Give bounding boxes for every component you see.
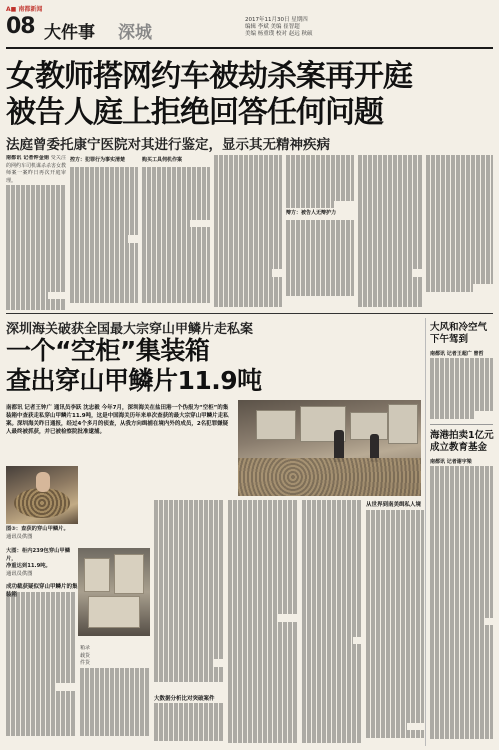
lead-headline-line1: 女教师搭网约车被劫杀案再开庭 bbox=[6, 59, 412, 94]
small-caption-credit: 通讯员供图 bbox=[6, 533, 33, 540]
header-dateline bbox=[245, 17, 325, 38]
sidebar-story-divider bbox=[430, 424, 493, 425]
sidebar-column-2 bbox=[430, 466, 493, 744]
second-subhead-3: 大数据分析比对突破案件 bbox=[154, 696, 215, 702]
second-column-6 bbox=[366, 510, 424, 745]
small-photo bbox=[6, 466, 78, 524]
bottom-photo bbox=[78, 548, 150, 636]
main-caption-label: 大图：柜内239包穿山甲鳞片， bbox=[6, 548, 71, 562]
lead-subhead-tools: 购买工具伺机作案 bbox=[142, 157, 183, 163]
designer-line: 美编 杨重璞 校对 赵远 秋硕 bbox=[245, 31, 313, 37]
sidebar-headline-2-line1: 海港拍卖1亿元 bbox=[430, 430, 494, 441]
second-column-3b bbox=[154, 703, 224, 745]
col2-fragment-1: 箱录 bbox=[80, 645, 91, 651]
lead-subhead-rights: 辩方：被告人无辩护力 bbox=[286, 210, 337, 217]
sidebar-byline-2: 南都讯 记者谢宇梁 bbox=[430, 459, 472, 465]
main-photo-caption bbox=[6, 548, 76, 578]
second-subhead-4: 从世界到南美缉私人境 bbox=[366, 502, 422, 508]
date-line: 2017年11月30日 星期四 bbox=[245, 17, 308, 23]
second-column-2 bbox=[80, 645, 150, 745]
sidebar-divider bbox=[425, 318, 426, 746]
lead-column-3 bbox=[142, 155, 210, 310]
col2-fragment-2: 载货 bbox=[80, 652, 91, 659]
sidebar-headline-2-line2: 成立教育基金 bbox=[430, 442, 488, 453]
lead-column-4 bbox=[214, 155, 282, 310]
second-column-5 bbox=[302, 500, 362, 745]
second-story-lede bbox=[6, 404, 232, 436]
second-column-1 bbox=[6, 592, 76, 742]
story-divider bbox=[6, 313, 493, 314]
second-column-3 bbox=[154, 500, 224, 690]
sidebar-headline-1-line2: 下午驾到 bbox=[430, 334, 469, 345]
section-number: 08 bbox=[6, 14, 35, 39]
small-caption-label: 图③：查获的穿山甲鳞片。 bbox=[6, 526, 69, 532]
second-headline-line2: 查出穿山甲鳞片11.9吨 bbox=[6, 366, 262, 395]
sidebar-headline-1 bbox=[430, 322, 494, 346]
sidebar-headline-1-line1: 大风和冷空气 bbox=[430, 322, 488, 333]
section-region: 深城 bbox=[118, 23, 152, 43]
second-subhead-1: 成功截获疑似穿山甲鳞片的集装箱 bbox=[6, 584, 78, 598]
masthead-logo: A■ 南都新闻 bbox=[6, 6, 43, 13]
second-column-4 bbox=[228, 500, 298, 745]
second-lede-text: 今年7月，深圳海关在盐田港一个伪报为“空柜”的集装箱中查获走私穿山甲鳞片11.9吨，这是中国海关历年来单次查获的最大宗穿山甲鳞片走私案。深圳海关昨日通报，经过4个多月的侦查，从我方向缉捕在境内外的成员，2名犯罪嫌疑人最终被抓获，并已被检察院批准逮捕。 bbox=[6, 405, 229, 435]
header-rule bbox=[6, 47, 493, 49]
second-story-kicker: 深圳海关破获全国最大宗穿山甲鳞片走私案 bbox=[6, 322, 254, 337]
main-caption-line2: 净重达到11.9吨。 bbox=[6, 563, 51, 569]
col2-fragment-3: 件货 bbox=[80, 660, 91, 667]
lead-column-5 bbox=[286, 155, 354, 310]
second-headline-line1: 一个“空柜”集装箱 bbox=[6, 336, 210, 365]
sidebar-byline-1: 南都讯 记者王超广 曾哲 bbox=[430, 351, 484, 357]
second-byline: 南都讯 记者王钟广 通讯员李跃 沈忠毅 bbox=[6, 405, 100, 411]
lead-column-6 bbox=[358, 155, 422, 310]
small-photo-caption bbox=[6, 526, 86, 541]
lead-column-7 bbox=[426, 155, 493, 310]
lead-intro: 受关注的网约车司机谋杀杀害女教师案一案昨日再次开庭审理。 bbox=[6, 155, 66, 184]
lead-subhead-prosecution: 控方：犯罪行为事实清楚 bbox=[70, 157, 126, 163]
lead-deck: 法庭曾委托康宁医院对其进行鉴定，显示其无精神疾病 bbox=[6, 137, 330, 153]
lead-column-2 bbox=[70, 155, 138, 310]
main-caption-credit: 通讯员供图 bbox=[6, 570, 33, 577]
section-title: 大件事 bbox=[44, 23, 95, 43]
sidebar-column-1 bbox=[430, 358, 493, 422]
main-photo bbox=[238, 400, 421, 496]
editor-line: 编辑 李斌 美编 崔智超 bbox=[245, 24, 300, 30]
lead-column-1 bbox=[6, 155, 66, 310]
sidebar-headline-2 bbox=[430, 430, 494, 454]
lead-headline-line2: 被告人庭上拒绝回答任何问题 bbox=[6, 95, 383, 130]
lead-byline: 南都讯 记者钟金娟 bbox=[6, 155, 49, 161]
